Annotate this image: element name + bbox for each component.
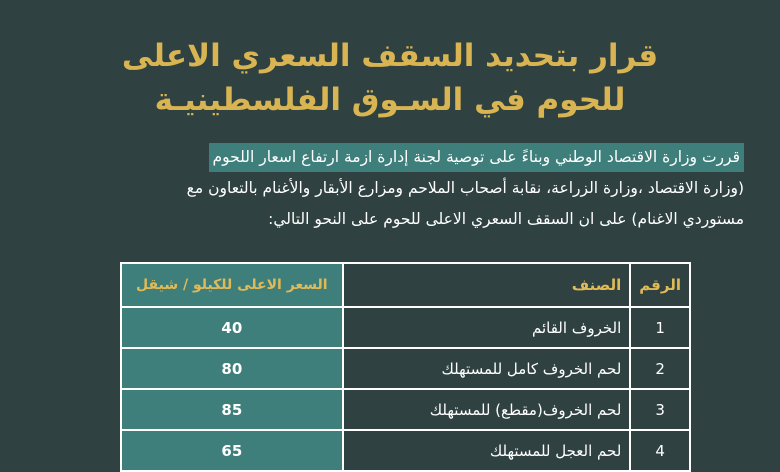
intro-line-3: مستوردي الاغنام) على ان السقف السعري الاعلى للحوم على النحو التالي: — [268, 210, 744, 228]
page-title: قرار بتحديد السقف السعري الاعلى — [121, 38, 659, 74]
header-num: الرقم — [630, 263, 690, 307]
table-row — [121, 348, 690, 389]
header-item: الصنف — [343, 263, 631, 307]
table-row — [121, 430, 690, 471]
intro-line-2: (وزارة الاقتصاد ،وزارة الزراعة، نقابة أصحاب الملاحم ومزارع الأبقار والأغنام بالتعاون مع — [186, 179, 744, 197]
row-price: 80 — [121, 348, 343, 389]
row-price: 65 — [121, 430, 343, 471]
row-num: 3 — [630, 389, 690, 430]
row-item: لحم العجل للمستهلك — [343, 430, 631, 471]
table-row — [121, 307, 690, 348]
row-item: لحم الخروف كامل للمستهلك — [343, 348, 631, 389]
row-price: 40 — [121, 307, 343, 348]
row-num: 1 — [630, 307, 690, 348]
page-subtitle: للحوم في السـوق الفلسطينيـة — [154, 82, 626, 118]
table-row — [121, 389, 690, 430]
header-price: السعر الاعلى للكيلو / شيقل — [121, 263, 343, 307]
table-header-row — [121, 263, 690, 307]
row-price: 85 — [121, 389, 343, 430]
price-table — [120, 262, 691, 472]
intro-line-highlighted: قررت وزارة الاقتصاد الوطني وبناءً على توصية لجنة إدارة ازمة ارتفاع اسعار اللحوم — [209, 143, 744, 172]
row-item: الخروف القائم — [343, 307, 631, 348]
row-item: لحم الخروف(مقطع) للمستهلك — [343, 389, 631, 430]
intro-text — [38, 142, 744, 235]
row-num: 2 — [630, 348, 690, 389]
row-num: 4 — [630, 430, 690, 471]
